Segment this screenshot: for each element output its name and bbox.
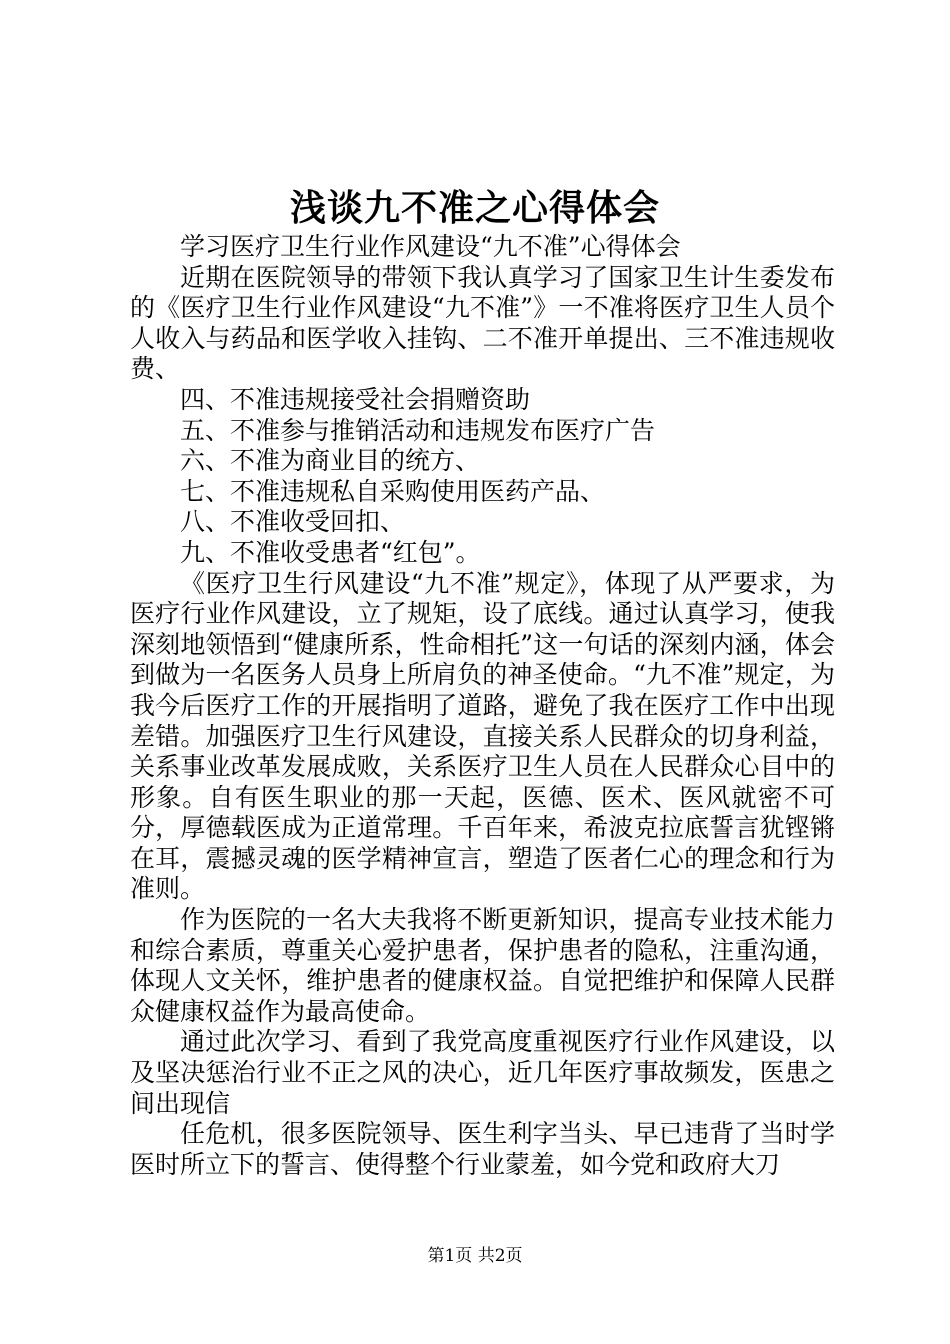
paragraph: 通过此次学习、看到了我党高度重视医疗行业作风建设，以及坚决惩治行业不正之风的决心，近几年医疗事故频发，医患之间出现信: [130, 1027, 835, 1118]
paragraph-subtitle: 学习医疗卫生行业作风建设“九不准”心得体会: [180, 232, 681, 261]
paragraph: 四、不准违规接受社会捐赠资助: [180, 384, 531, 414]
page-footer: 第1页 共2页: [427, 1246, 523, 1266]
paragraph: 九、不准收受患者“红包”。: [180, 537, 481, 567]
paragraph: 近期在医院领导的带领下我认真学习了国家卫生计生委发布的《医疗卫生行业作风建设“九不准”》一不准将医疗卫生人员个人收入与药品和医学收入挂钩、二不准开单提出、三不准违规收费、: [130, 262, 835, 384]
paragraph: 七、不准违规私自采购使用医药产品、: [180, 476, 606, 506]
paragraph: 六、不准为商业目的统方、: [180, 446, 481, 476]
document-title: 浅谈九不准之心得体会: [289, 187, 660, 229]
paragraph: 八、不准收受回扣、: [180, 507, 406, 537]
paragraph: 五、不准参与推销活动和违规发布医疗广告: [180, 415, 656, 445]
paragraph: 任危机，很多医院领导、医生利字当头、早已违背了当时学医时所立下的誓言、使得整个行业蒙羞，如今党和政府大刀: [130, 1119, 835, 1179]
paragraph: 《医疗卫生行风建设“九不准”规定》，体现了从严要求，为医疗行业作风建设，立了规矩，设了底线。通过认真学习，使我深刻地领悟到“健康所系，性命相托”这一句话的深刻内涵，体会到做为一名医务人员身上所肩负的神圣使命。“九不准”规定，为我今后医疗工作的开展指明了道路，避免了我在医疗工作中出现差错。加强医疗卫生行风建设，直接关系人民群众的切身利益，关系事业改革发展成败，关系医疗卫生人员在人民群众心目中的形象。自有医生职业的那一天起，医德、医术、医风就密不可分，厚德载医成为正道常理。千百年来，希波克拉底誓言犹铿锵在耳，震撼灵魂的医学精神宣言，塑造了医者仁心的理念和行为准则。: [130, 568, 835, 904]
document-body: [130, 232, 835, 1180]
paragraph: 作为医院的一名大夫我将不断更新知识，提高专业技术能力和综合素质，尊重关心爱护患者，保护患者的隐私，注重沟通，体现人文关怀，维护患者的健康权益。自觉把维护和保障人民群众健康权益作为最高使命。: [130, 905, 835, 1026]
